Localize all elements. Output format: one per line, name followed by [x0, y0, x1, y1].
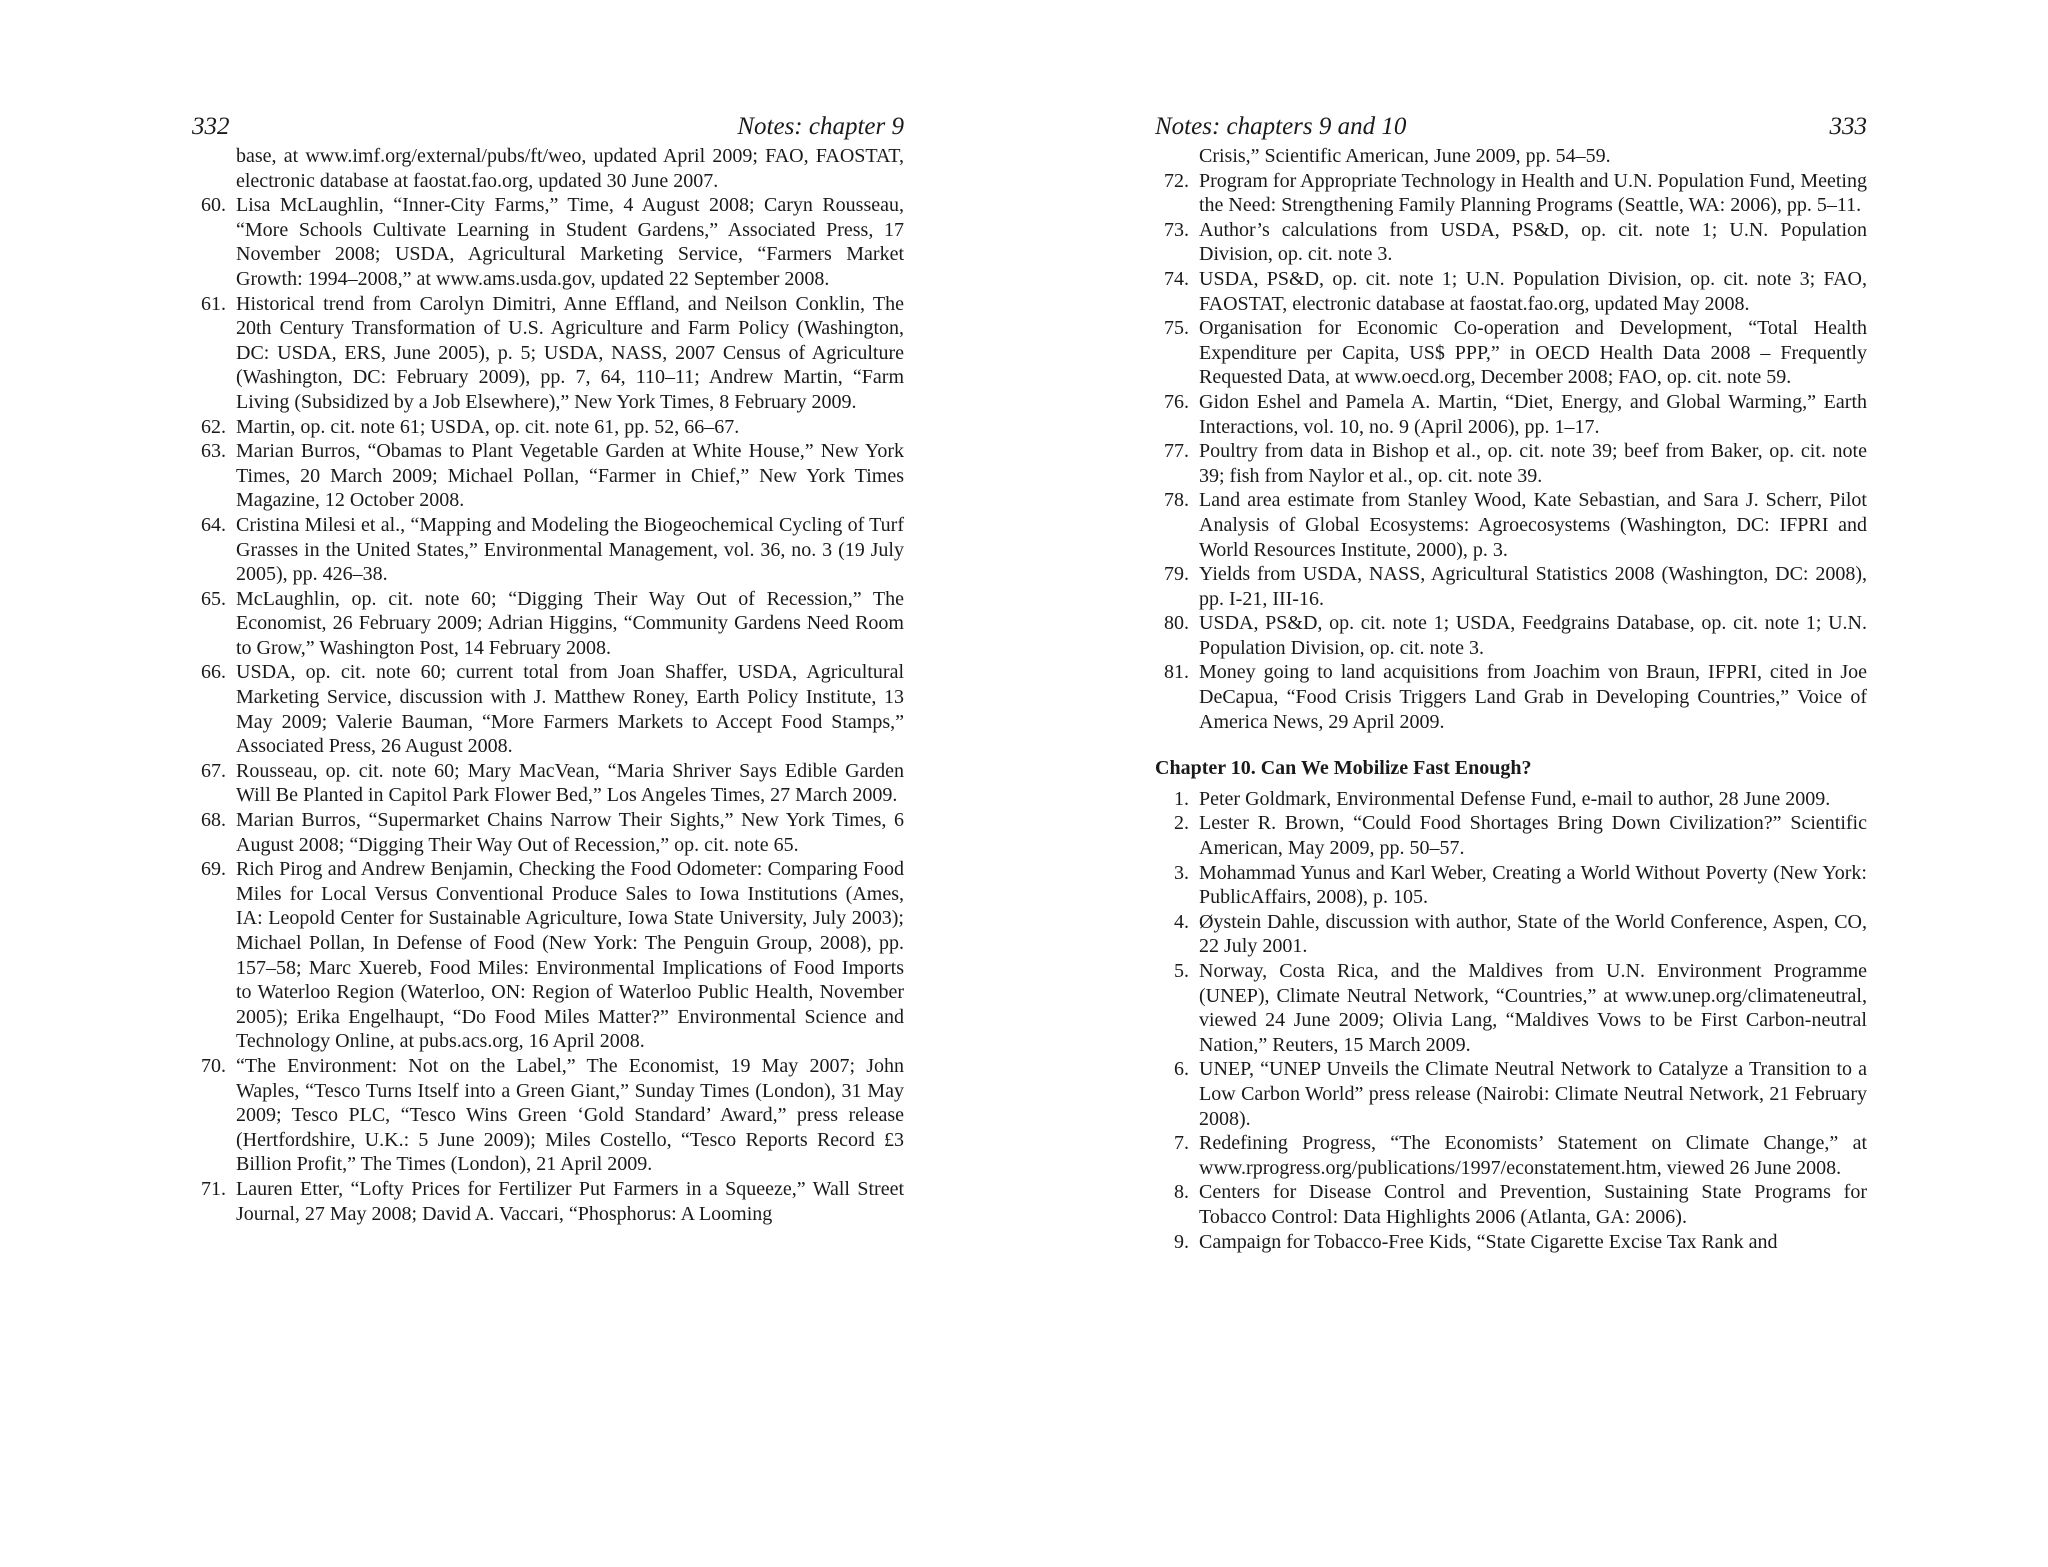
note-text: USDA, PS&D, op. cit. note 1; U.N. Population Division, op. cit. note 3; FAO, FAOSTAT, electronic database at faostat.fao.org, updated May 2008. [1199, 267, 1867, 315]
note-text: Lester R. Brown, “Could Food Shortages Bring Down Civilization?” Scientific American, May 2009, pp. 50–57. [1199, 812, 1867, 860]
note-number: 64. [201, 513, 226, 536]
endnote [1155, 1180, 1867, 1229]
note-number: 4. [1174, 910, 1189, 933]
note-text: Marian Burros, “Obamas to Plant Vegetable Garden at White House,” New York Times, 20 March 2009; Michael Pollan, “Farmer in Chief,” New York Times Magazine, 12 October 2008. [236, 440, 904, 512]
note-number: 60. [201, 194, 226, 217]
endnote [1155, 959, 1867, 1057]
note-text: Land area estimate from Stanley Wood, Kate Sebastian, and Sara J. Scherr, Pilot Analysis of Global Ecosystems: Agroecosystems (Washington, DC: IFPRI and World Resources Institute, 2000), p. 3. [1199, 489, 1867, 561]
note-text: base, at www.imf.org/external/pubs/ft/weo, updated April 2009; FAO, FAOSTAT, electronic database at faostat.fao.org, updated 30 June 2007. [236, 145, 904, 192]
endnote [192, 660, 904, 758]
endnote [1155, 1057, 1867, 1131]
endnote [1155, 611, 1867, 660]
note-text: McLaughlin, op. cit. note 60; “Digging Their Way Out of Recession,” The Economist, 26 February 2009; Adrian Higgins, “Community Gardens Need Room to Grow,” Washington Post, 14 February 2008. [236, 587, 904, 659]
endnote [1155, 439, 1867, 488]
note-text: Peter Goldmark, Environmental Defense Fund, e-mail to author, 28 June 2009. [1199, 787, 1831, 810]
note-text: Norway, Costa Rica, and the Maldives from U.N. Environment Programme (UNEP), Climate Neutral Network, “Countries,” at www.unep.org/climateneutral, viewed 24 June 2009; Olivia Lang, “Maldives Vows to be First Carbon-neutral Nation,” Reuters, 15 March 2009. [1199, 960, 1867, 1056]
note-number: 70. [201, 1054, 226, 1077]
endnote [1155, 660, 1867, 734]
endnote [1155, 316, 1867, 390]
note-text: Historical trend from Carolyn Dimitri, Anne Effland, and Neilson Conklin, The 20th Century Transformation of U.S. Agriculture and Farm Policy (Washington, DC: USDA, ERS, June 2005), p. 5; USDA, NASS, 2007 Census of Agriculture (Washington, DC: February 2009), pp. 7, 64, 110–11; Andrew Martin, “Farm Living (Subsidized by a Job Elsewhere),” New York Times, 8 February 2009. [236, 292, 904, 413]
note-text: Mohammad Yunus and Karl Weber, Creating a World Without Poverty (New York: PublicAffairs, 2008), p. 105. [1199, 861, 1867, 909]
note-number: 66. [201, 661, 226, 684]
note-number: 78. [1164, 489, 1189, 512]
note-number: 81. [1164, 661, 1189, 684]
left-notes-list [192, 193, 904, 1226]
endnote [192, 1054, 904, 1177]
endnote [192, 759, 904, 808]
right-continuation [1155, 144, 1867, 169]
note-number: 72. [1164, 169, 1189, 192]
note-number: 3. [1174, 861, 1189, 884]
note-text: Cristina Milesi et al., “Mapping and Modeling the Biogeochemical Cycling of Turf Grasses in the United States,” Environmental Management, vol. 36, no. 3 (19 July 2005), pp. 426–38. [236, 513, 904, 586]
endnote [192, 415, 904, 440]
note-number: 65. [201, 587, 226, 610]
note-number: 8. [1174, 1181, 1189, 1204]
note-text: Redefining Progress, “The Economists’ Statement on Climate Change,” at www.rprogress.org/publications/1997/econstatement.htm, viewed 26 June 2008. [1199, 1132, 1867, 1179]
note-number: 79. [1164, 563, 1189, 586]
note-text: Poultry from data in Bishop et al., op. cit. note 39; beef from Baker, op. cit. note 39; fish from Naylor et al., op. cit. note 39. [1199, 440, 1867, 487]
endnote [192, 513, 904, 587]
note-text: Program for Appropriate Technology in Health and U.N. Population Fund, Meeting the Need: Strengthening Family Planning Programs (Seattle, WA: 2006), pp. 5–11. [1199, 169, 1867, 217]
endnote [192, 808, 904, 857]
endnote [1155, 787, 1867, 812]
endnote [192, 193, 904, 291]
note-text: Organisation for Economic Co-operation and Development, “Total Health Expenditure per Capita, US$ PPP,” in OECD Health Data 2008 – Frequently Requested Data, at www.oecd.org, December 2008; FAO, op. cit. note 59. [1199, 317, 1867, 389]
left-continuation [192, 144, 904, 193]
endnote [1155, 218, 1867, 267]
endnote [1155, 811, 1867, 860]
note-text: “The Environment: Not on the Label,” The Economist, 19 May 2007; John Waples, “Tesco Turns Itself into a Green Giant,” Sunday Times (London), 31 May 2009; Tesco PLC, “Tesco Wins Green ‘Gold Standard’ Award,” press release (Hertfordshire, U.K.: 5 June 2009); Miles Costello, “Tesco Reports Record £3 Billion Profit,” The Times (London), 21 April 2009. [236, 1054, 904, 1176]
note-number: 80. [1164, 612, 1189, 635]
endnote [1155, 562, 1867, 611]
note-text: Martin, op. cit. note 61; USDA, op. cit. note 61, pp. 52, 66–67. [236, 415, 740, 438]
right-running-head [1155, 112, 1867, 142]
chapter-heading: Chapter 10. Can We Mobilize Fast Enough? [1155, 757, 1532, 780]
note-text: UNEP, “UNEP Unveils the Climate Neutral Network to Catalyze a Transition to a Low Carbon World” press release (Nairobi: Climate Neutral Network, 21 February 2008). [1199, 1058, 1867, 1130]
note-text: Yields from USDA, NASS, Agricultural Statistics 2008 (Washington, DC: 2008), pp. I-21, III-16. [1199, 563, 1867, 610]
endnote [192, 292, 904, 415]
note-text: Øystein Dahle, discussion with author, State of the World Conference, Aspen, CO, 22 July 2001. [1199, 910, 1867, 958]
left-running-head [192, 112, 904, 142]
left-running-title: Notes: chapter 9 [737, 113, 904, 140]
note-text: Lisa McLaughlin, “Inner-City Farms,” Time, 4 August 2008; Caryn Rousseau, “More Schools Cultivate Learning in Student Gardens,” Associated Press, 17 November 2008; USDA, Agricultural Marketing Service, “Farmers Market Growth: 1994–2008,” at www.ams.usda.gov, updated 22 September 2008. [236, 194, 904, 290]
endnote [1155, 488, 1867, 562]
endnote [1155, 267, 1867, 316]
note-number: 5. [1174, 960, 1189, 982]
note-number: 69. [201, 858, 226, 881]
right-notes-list [1155, 169, 1867, 735]
endnote [1155, 910, 1867, 959]
note-text: Rich Pirog and Andrew Benjamin, Checking the Food Odometer: Comparing Food Miles for Local Versus Conventional Produce Sales to Iowa Institutions (Ames, IA: Leopold Center for Sustainable Agriculture, Iowa State University, July 2003); Michael Pollan, In Defense of Food (New York: The Penguin Group, 2008), pp. 157–58; Marc Xuereb, Food Miles: Environmental Implications of Food Imports to Waterloo Region (Waterloo, ON: Region of Waterloo Public Health, November 2005); Erika Engelhaupt, “Do Food Miles Matter?” Environmental Science and Technology Online, at pubs.acs.org, 16 April 2008. [236, 858, 904, 1053]
note-text: Gidon Eshel and Pamela A. Martin, “Diet, Energy, and Global Warming,” Earth Interactions, vol. 10, no. 9 (April 2006), pp. 1–17. [1199, 390, 1867, 438]
note-number: 75. [1164, 317, 1189, 340]
note-text: USDA, op. cit. note 60; current total from Joan Shaffer, USDA, Agricultural Marketing Service, discussion with J. Matthew Roney, Earth Policy Institute, 13 May 2009; Valerie Bauman, “More Farmers Markets to Accept Food Stamps,” Associated Press, 26 August 2008. [236, 661, 904, 758]
note-text: Rousseau, op. cit. note 60; Mary MacVean, “Maria Shriver Says Edible Garden Will Be Planted in Capitol Park Flower Bed,” Los Angeles Times, 27 March 2009. [236, 759, 904, 807]
endnote [192, 857, 904, 1054]
note-number: 71. [201, 1177, 226, 1200]
note-text: Crisis,” Scientific American, June 2009, pp. 54–59. [1199, 145, 1611, 167]
note-text: Author’s calculations from USDA, PS&D, op. cit. note 1; U.N. Population Division, op. cit. note 3. [1199, 218, 1867, 266]
endnote [192, 1177, 904, 1226]
right-page-number: 333 [1829, 113, 1867, 140]
note-number: 7. [1174, 1132, 1189, 1155]
note-text: Campaign for Tobacco-Free Kids, “State Cigarette Excise Tax Rank and [1199, 1230, 1778, 1253]
endnote [192, 587, 904, 661]
endnote [1155, 1131, 1867, 1180]
note-number: 1. [1174, 787, 1189, 810]
note-number: 76. [1164, 390, 1189, 413]
note-text: Lauren Etter, “Lofty Prices for Fertilizer Put Farmers in a Squeeze,” Wall Street Journal, 27 May 2008; David A. Vaccari, “Phosphorus: A Looming [236, 1177, 904, 1225]
note-text: USDA, PS&D, op. cit. note 1; USDA, Feedgrains Database, op. cit. note 1; U.N. Population Division, op. cit. note 3. [1199, 612, 1867, 659]
note-number: 63. [201, 440, 226, 463]
endnote [192, 439, 904, 513]
note-number: 73. [1164, 218, 1189, 241]
endnote [1155, 390, 1867, 439]
endnote [1155, 1230, 1867, 1255]
note-number: 74. [1164, 267, 1189, 290]
note-text: Marian Burros, “Supermarket Chains Narrow Their Sights,” New York Times, 6 August 2008; “Digging Their Way Out of Recession,” op. cit. note 65. [236, 809, 904, 856]
left-page-number: 332 [192, 113, 230, 140]
note-number: 6. [1174, 1058, 1189, 1081]
right-running-title: Notes: chapters 9 and 10 [1155, 113, 1407, 140]
note-number: 9. [1174, 1230, 1189, 1253]
note-text: Money going to land acquisitions from Joachim von Braun, IFPRI, cited in Joe DeCapua, “Food Crisis Triggers Land Grab in Developing Countries,” Voice of America News, 29 April 2009. [1199, 661, 1867, 733]
note-number: 2. [1174, 812, 1189, 835]
note-number: 61. [201, 292, 226, 315]
left-page [192, 112, 904, 1226]
endnote [1155, 169, 1867, 218]
note-number: 62. [201, 415, 226, 438]
endnote [1155, 861, 1867, 910]
note-number: 68. [201, 809, 226, 832]
note-number: 77. [1164, 440, 1189, 463]
right-page [1155, 112, 1867, 1254]
note-text: Centers for Disease Control and Prevention, Sustaining State Programs for Tobacco Control: Data Highlights 2006 (Atlanta, GA: 2006). [1199, 1181, 1867, 1228]
note-number: 67. [201, 759, 226, 782]
chapter-notes-list [1155, 787, 1867, 1254]
